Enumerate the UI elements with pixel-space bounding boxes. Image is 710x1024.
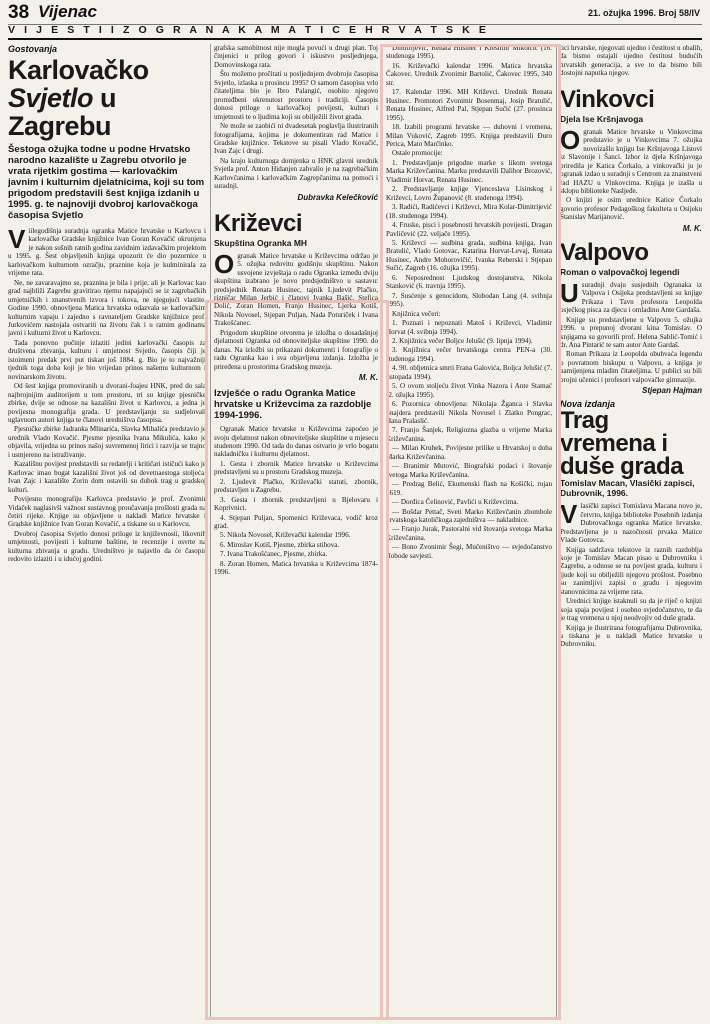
paragraph: Povijesnu monografiju Karlovca predstavio je prof. Zvonimir Vidaček naglasivši važnost sustavnog proučavanja prošlosti grada na četiri rijeke. Knjige su objavljene u nakladi Matice hrvatske i Gradske knjižnice Ivan Goran Kovačić, a tiskane su u Karlovcu.	[8, 495, 206, 529]
vinkovci-body	[560, 124, 702, 222]
vinkovci-article	[560, 86, 702, 233]
list-item: 18. Izabili programi hrvatske — duhovni i vremena, Milan Vuković, Zagreb 1995. Knjiga predstavili Đuro Perica, Mato Marčinko.	[386, 123, 552, 148]
list-item: 2. Predstavljanje knjige Vjenceslava Lisinskog i Križevci, Lovro Županović (8. studenoga 1994).	[386, 185, 552, 202]
paragraph: Tada ponovno počinje izlaziti jedini karlovački časopis za društvena zbivanja, kulturu i umjetnost Svjetlo, časopis čiji je istoimeni predak prvi put tiskan još 1884. g. Bio je to najvažniji tjednik toga doba koji je bio vrijedan prinos našemu kulturnom i novinarskom životu.	[8, 338, 206, 381]
publication-name: Vijenac	[38, 2, 97, 21]
section-strap: V I J E S T I I Z O G R A N A K A M A T I C E H R V A T S K E	[8, 24, 702, 40]
paragraph: granak Matice hrvatske u Vinkovcima predstavio je u Vinkovcima 7. ožujka novoizašlu knjigu Ise Kršnjavoga Listovi iz Slavonije i Šanci. Izbor iz djela Kršnjavoga priredila je Katica Čorkalo, a vinkovački ju je ogranak izdao u suradnji s Centrom za znanstveni rad HAZU u Vinkovcima. Knjiga je izašla u sklopu biblioteke Nasljeđe.	[560, 127, 702, 195]
izvjesce-title: Izvješće o radu Ogranka Matice hrvatske u Križevcima za razdoblje 1994-1996.	[214, 388, 372, 422]
paragraph: Ogranak Matice hrvatske u Križevcima zapoćeo je svoju djelatnost nakon obnoviteljske skupštine u mjesecu studenom 1990. Od tada do danas ostvario je vrlo bogatu nakladničku i kulturnu djelatnost.	[214, 425, 378, 459]
paragraph: Na kraju kulturnoga domjenka u HNK glavni urednik Svjetla prof. Anton Hidanjen zahvalio je na zagrebačkim Karlovčanima i karlovačkim Zagrepčanima na pomoći i suradnji.	[214, 156, 378, 191]
list-item: — Milan Kruhek, Povijesne prilike u Hrvatskoj u doba Marka Križevčanina.	[386, 444, 552, 461]
paragraph: Knjiga je ilustrirana fotografijama Dubrovnika, a tiskana je u nakladi Matice hrvatske u Dubrovniku.	[560, 623, 702, 649]
trag-rubric: Nova izdanja	[560, 399, 616, 410]
list-item: 1. Predstavljanje prigodne marke s likom svetoga Marka Križevčanina. Marku predstavili Dalibor Brozović, Vladimir Horvat, Renata Husinec.	[386, 158, 552, 184]
karlovac-byline: Dubravka Kelečković	[297, 192, 378, 202]
list-item: — Bošdar Pettač, Sveti Marko Križevčanin zbombole hrvatskoga katoličkoga zajedništva — nakladnice.	[386, 507, 552, 525]
trag-title: Trag vremena i duše grada	[560, 407, 684, 481]
valpovo-dropcap: U	[560, 277, 579, 308]
list-item: 1. Poznati i nepoznati Matoš i Križevci, Vladimir Horvat (4. svibnja 1994).	[386, 319, 552, 336]
list-item: 1. Gesta i zbornik Matice hrvatske u Križevcima predstavljeni su u prostoru Gradskog muzeja.	[214, 459, 378, 477]
list-item: 16. Križevački kalendar 1996. Matica hrvatska Čakovec. Urednik Zvonimir Bartolić, Čakovec 1995, 340 str.	[386, 61, 552, 87]
karlovac-headline-line2: Svjetlo	[8, 83, 94, 113]
paragraph: Ne, ne zavaravajmo se, praznina je bila i prije, ali je Karlovac kao grad najbliži Zagrebu gravitirao njemu napajajući se iz zagrebačkih umjetničkih i znanstvenih izvora i tokova, ne njegujući vlastite. Godine 1990. obnovljena Matica hrvatska odazvala se karlovačkim kulturnim vapaju i zajedno s ravnateljem Gradske knjižnice prof. Jurkovićem nastojala ostvariti na životu čak i u ratnim godinama javni i kulturni život u Karlovcu.	[8, 278, 206, 338]
page-header	[8, 2, 702, 25]
list-item: — Dorđica Čelinović, Pavlići u Križevcima.	[392, 498, 519, 507]
paragraph: Knjiga sadržava tekstove iz raznih razdoblja koje je Tomislav Macan pisao u Dubrovniku i Zagrebu, a odnose se na povijest grada, kulturu i ljude koji su obilježili njegovu prošlost. Posebno su zanimljivi zapisi o gradu i njegovim stanovnicima za vrijeme rata.	[560, 545, 702, 596]
paragraph: lasički zapisci Tomislava Macana novo je, četvrto, knjiga biblioteke Posebnih izdanja Dubrovačkoga ogranka Matice hrvatske. Predstavljena je u nazočnosti prvaka Matice Vlade Gotovca.	[560, 502, 702, 545]
paragraph: Knjige su predstavljene u Valpovu 5. ožujka 1996. u prepunoj dvorani kina Tomislav. O knjigama su govorili prof. Helena Sablić-Tomić i dr. Ana Pintarić te sam autor Ante Gardaš.	[560, 315, 702, 349]
list-item: 7. Franjo Šanjek, Religiozna glazba u vrijeme Marka Križevčanina.	[386, 426, 552, 443]
list-item: 5. Nikola Novosel, Križevački kalendar 1996.	[220, 531, 351, 540]
krizevci-frame	[205, 300, 389, 1020]
list-item: 5. O ovom stoljeću život Vinka Nazora i Ante Stamać (2. ožujka 1995).	[386, 382, 552, 399]
paragraph: Pjesničke zbirke Jadranka Mlinarića, Slavka Mihalića predstavio je urednik Vlado Kovačić. Pjesme pjesnika Ivana Mikulića, kako je objavila, vrijedna su prinos našoj suvremenoj lirici i razvija se trajno i usmjereno na istraživanje.	[8, 425, 206, 459]
list-item: — Predrag Belić, Ekumenski flash na Košički, rujan 1619.	[386, 480, 552, 497]
list-item: 4. Stjepan Puljan, Spomenici Križevaca, vodič kroz grad.	[214, 513, 378, 531]
column-4-continuation	[560, 44, 702, 78]
list-item: 3. Gesta i zbornik predstavljeni u Bjelovaru i Koprivnici.	[214, 495, 378, 513]
karlovac-article	[8, 44, 206, 1020]
paragraph: Što možemo pročitati u posljednjem dvobroju časopisa Svjetlo, izlaska u prosincu 1995? O samom časopisu vrlo čitateljima bio je Ibro Palangić, osobito njegovo promiđbeni okrenutost prostoru i tradiciji. Časopis donosi priloge o karlovačkoj povijesti, kulturi i umjetnosti te o ljudima koji su obilježili život grada.	[214, 70, 378, 121]
krizevci-title: Križevci	[214, 209, 303, 237]
paragraph: Prigodom skupštine otvorena je izložba o dosadašnjoj djelatnosti Ogranka od obnoviteljske skupštine 1990. do danas. Na izložbi su prikazani dokumenti i fotografije o radu Ogranka kao i sva objavljena izdanja. Izložba je priređena u prostorima Gradskog muzeja.	[214, 328, 378, 371]
krizevci-dropcap: O	[214, 248, 235, 279]
karlovac-headline-line3: Zagrebu	[8, 111, 112, 141]
trag-article	[560, 399, 702, 649]
vinkovci-dropcap: O	[560, 124, 581, 155]
karlovac-continuation	[214, 44, 378, 191]
list-item: 3. Knjižnica večer hrvatskoga centra PEN-a (30. studenoga 1994).	[386, 346, 552, 363]
list-item: 7. Ivana Trakošćanec, Pjesme, zbirka.	[220, 550, 328, 559]
list-item: 8. Zoran Homen, Matica hrvatska u Križevcima 1874-1996.	[214, 559, 378, 577]
column-4	[560, 44, 702, 1020]
list-item: Ostale promocije:	[392, 149, 443, 158]
list-item: 5. Križevci — sudbina grada, sudbina knjiga, Ivan Bratulić, Vlado Gotovac, Katarina Horvat-Levaj, Renata Husinec, Andre Mohorovičić, Ivanka Reberski i Stjepan Sučić, Zagreb (16. ožujka 1995).	[386, 238, 552, 273]
list-item: Dimitrijević, Renata Husinec i Krešimir Mikolčić (16. studenoga 1995).	[386, 44, 552, 61]
paragraph: Roman Prikaza iz Leopolda obuhvaća legendu o povratnom biskupu u Valpovu, a knjiga je namijenjena mladim čitateljima. U publici su bili brojni učenici i profesori valpovačke gimnazije.	[560, 350, 702, 384]
karlovac-body	[8, 224, 206, 564]
paragraph: iilegodišnja suradnja ogranka Matice hrvatske u Karlovcu i karlovačke Gradske knjižnice Ivan Goran Kovačić okrunjena je nakon sušnih ratnih godina zavidnim izdavačkim projektom u 1995. g. Šest objavljenih knjiga upozorit će dio pozornice u karlovačkom kulturnom ozračju, prazninе koja je kulminirala za vrijeme rata.	[8, 227, 206, 278]
karlovac-lede: Šestoga ožujka todne u podne Hrvatsko narodno kazalište u Zagrebu otvorilo je vrata rijetkim gostima — karlovačkim javnim i kulturnim djelatnicima, koji su tom prigodom predstavili šest knjiga izdanih u 1995. g. te najnoviji dvobroj karlovačkoga časopisa Svjetlo	[8, 144, 205, 221]
list-item: 4. Fruske, pisci i posebnosti hrvatskih povijesti, Dragan Pavličević (22. veljače 1995).	[386, 221, 552, 238]
valpovo-article	[560, 239, 702, 395]
karlovac-headline-line1: Karlovačko	[8, 55, 149, 85]
list-item: 4. 90. obljetnica smrti Frana Galovića, Boljca Jelušić (7. listopada 1994).	[386, 364, 552, 381]
valpovo-byline: Stjepan Hajman	[641, 386, 702, 396]
karlovac-headline	[8, 56, 206, 140]
paragraph: Kazališnu povijest predstavili su redatelji i kritičari ističući kako je Karlovac imao bogat kazališni život još od devetnaestoga stoljeća. Ivan Zajc i kazalište Zorin dom ostavili su dubok trag u gradskoj kulturi.	[8, 460, 206, 494]
trag-subtitle: Tomislav Macan, Vlasički zapisci, Dubrovnik, 1996.	[560, 478, 695, 499]
paragraph: Ne može se zaobići ni dvadesetak poglavlja ilustriranih fotografijama, kojima je dokumentiran rad Matice i Gradske knjižnice. Tekstove su pisali Vlado Kovačić, Ivan Zajc i drugi.	[214, 122, 378, 156]
paragraph: granak Matice hrvatske u Križevcima održao je 5. ožujka redovitu godišnju skupštinu. Nakon usvojene izvještaja o radu Ogranka između dviju skupština izabrano je novo predsjedništvo u sastavu: predsjednik Renata Husinec, tajnik Ljudevit Plačko, rizničar Milan Jerbić i članovi Ivanka Bašić, Stefica Dolić, Zoran Homen, Franjo Husinec, Ljerka Kotiš, Nikola Novosel, Stjepan Puljan, Nada Poturiček i Ivana Trakošćanec.	[214, 251, 378, 328]
paragraph: tici hrvatske, njegovati ujedno i čestitost u obalih, da bismo ostajali ujedno čestitost budućih hrvatskih generacija, a sve to da bismo bili dostojni naputka njegov.	[560, 44, 702, 78]
vinkovci-title: Vinkovci	[560, 85, 655, 113]
trag-body	[560, 499, 702, 649]
izvjesce-frame	[380, 44, 561, 1020]
list-item: 7. Susćenje s genocidom, Slobodan Lang (4. svibnja 1995).	[386, 291, 552, 309]
karlovac-rubric: Gostovanja	[8, 44, 58, 54]
paragraph: Dvobroj časopisa Svjetlo donosi priloge iz književnosti, likovnih umjetnosti, povijesti i kulturne baštine, te recenzije i osvrte na kulturna zbivanja u gradu. Uredništvo je najavilo da će časopis redovito izlaziti i u idućoj godini.	[8, 529, 206, 564]
paragraph: suradnji dvaju susjednih Ogranaka iz Valpova i Osijeka predstavljeni su knjige Prikaza i Tavn profesora Leopolda osječkog pisca za djecu i omladinu Ante Gardaša.	[560, 280, 702, 315]
paragraph: Urednici knjige istaknuli su da je riječ o knjizi koja spaja povijest i osobno svjedočanstvo, te da je trag vremena u njoj neodvojiv od duše grada.	[560, 597, 702, 623]
list-item: — Franjo Jurak, Pastoralni vid štovanja svetoga Marka Križevčanina.	[386, 525, 552, 542]
list-item: 6. Neposrednost Ljudskog dostojanstva, Nikola Stanković (6. travnja 1995).	[386, 273, 552, 291]
valpovo-body	[560, 277, 702, 384]
list-item: 17. Kalendar 1996. MH Križevci. Urednik Renata Husinec. Promotori Zvonimir Bosenmaj, Josip Bratulić, Renata Husinec, Alfred Pal, Stjepan Sučić (27. prosinca 1995).	[386, 88, 552, 122]
krizevci-byline: M. K.	[358, 373, 378, 383]
valpovo-subtitle: Roman o valpovačkoj legendi	[560, 266, 680, 277]
list-item: 3. Radići, Radićevci i Križevci, Mira Kolar-Dimitrijević (18. studenoga 1994).	[386, 203, 552, 220]
karlovac-dropcap: V	[8, 224, 26, 254]
karlovac-headline-line2b: u	[93, 83, 117, 113]
list-item: 6. Miroslav Kotiš, Pjesme, zbirka stihova.	[220, 540, 340, 549]
list-item: Knjižnica večeri:	[392, 309, 441, 318]
list-item: 2. Ljudevit Plačko, Križevački statuti, zbornik, predstavljen u Zagrebu.	[214, 477, 378, 495]
issue-info: 21. ožujka 1996. Broj 58/IV	[587, 8, 700, 18]
list-item: — Bono Zvonimir Šegi, Mučeništvo — svjedočanstvo slobode savjesti.	[386, 543, 552, 560]
paragraph: O knjizi je osim urednice Katice Čorkalo govorio profesor Pedagoškog fakulteta u Osijeku Stanislav Marijanović.	[560, 196, 702, 222]
paragraph: Od šest knjiga promoviranih u dvorani-foajeu HNK, pred do sala najbrojnijim auditorijem u tom prostoru, tri su knjige pjesničke zbirke, dvije se odnose na kazališni život u Karlovcu, a jedna je povijesna monografija grada. U predstavljanju su sudjelovali uglavnom autori knjiga te članovi uredništva časopisa.	[8, 382, 206, 424]
krizevci-subtitle: Skupština Ogranka MH	[214, 237, 308, 248]
valpovo-title: Valpovo	[560, 238, 649, 266]
list-item: — Branimir Mutović, Biografski podaci i štovanje svetoga Marka Križevčanina.	[386, 462, 552, 479]
vinkovci-subtitle: Djela Ise Kršnjavoga	[560, 113, 644, 124]
trag-dropcap: V	[560, 499, 578, 530]
vinkovci-byline: M. K.	[682, 223, 702, 233]
list-item: 6. Pozornica obnovljena: Nikolaja Žganca i Slavka Šnajdera predstavili Nikola Novosel i Zlatko Pongrac, Hana Pralaslić.	[386, 400, 552, 426]
paragraph: grafska samobitnost nije mogla povući u drugi plan. Toj činjenici u prilog govori i iskustvo posljednjega, Domovinskoga rata.	[214, 44, 378, 69]
list-item: 2. Knjižnica večer Boljce Jelušić (9. lipnja 1994).	[392, 336, 533, 345]
page-number: 38	[8, 2, 30, 23]
